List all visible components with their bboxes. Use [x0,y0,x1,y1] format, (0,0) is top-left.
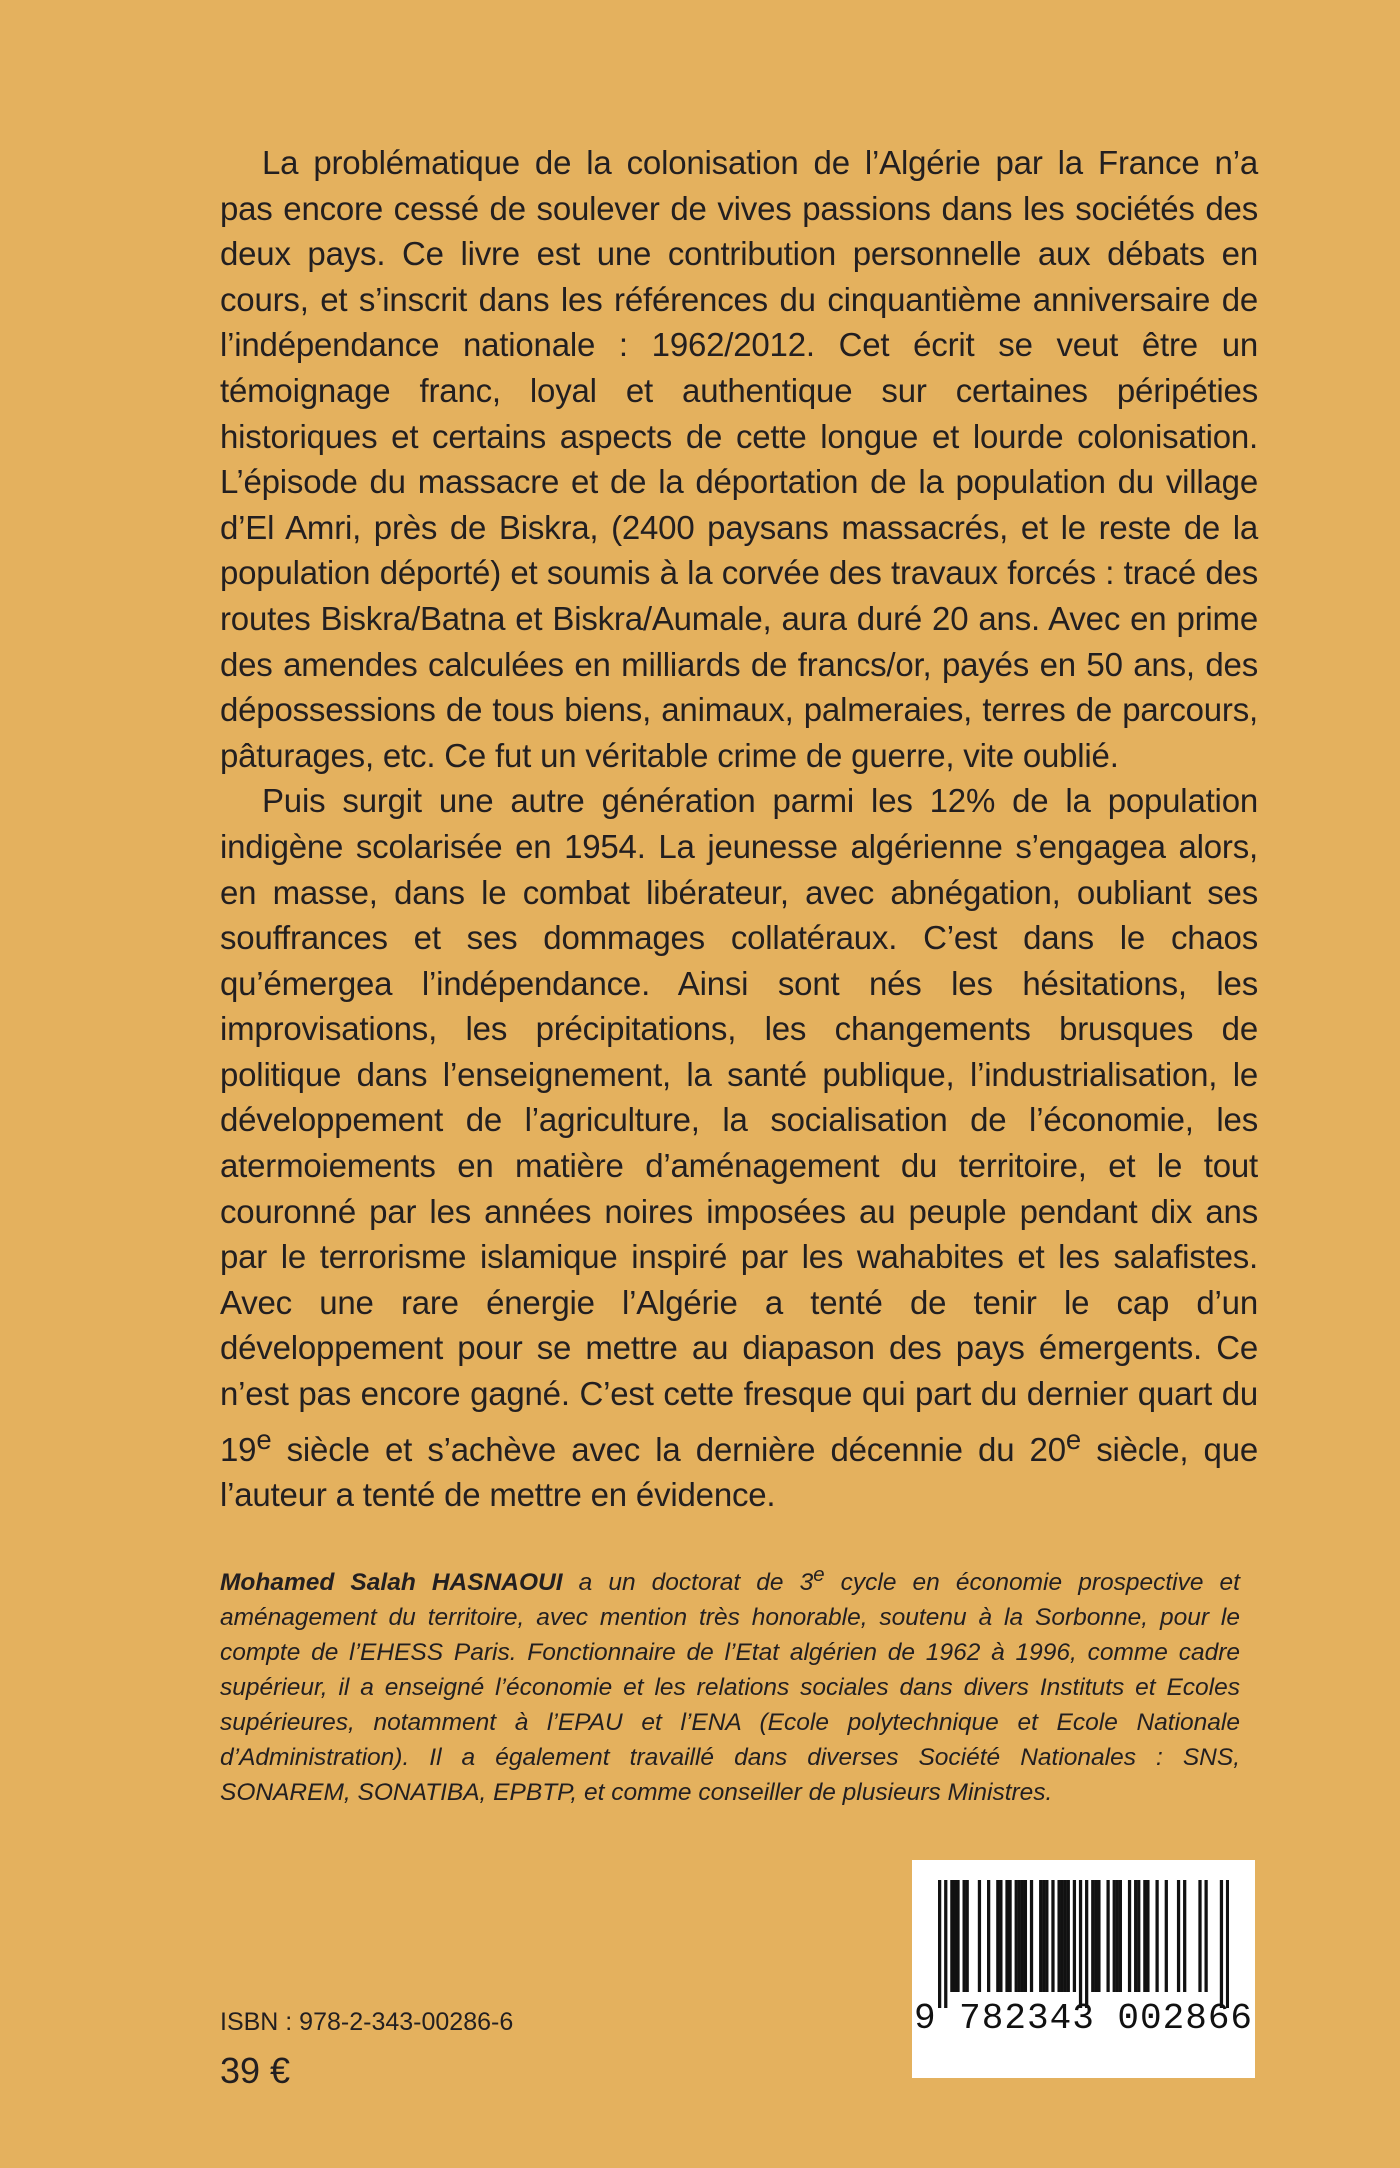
barcode-bar [1015,1880,1018,1992]
barcode-bar [1128,1880,1131,1992]
blurb-p2-part-c: siècle, que l’auteur a tenté de mettre en évidence. [220,1430,1258,1514]
barcode-bar [1116,1880,1119,1992]
barcode-bar [1106,1880,1109,1992]
barcode-bar [1024,1880,1027,1992]
barcode-bar [966,1880,969,1992]
blurb-paragraph-1: La problématique de la colonisation de l’Algérie par la France n’a pas encore cessé de soulever de vives passions dans les sociétés des deux pays. Ce livre est une contribution personnelle aux débats en cours, et s’inscrit dans les références du cinquantième anniversaire de l’indépendance nationale : 1962/2012. Cet écrit se veut être un témoignage franc, loyal et authentique sur certaines péripéties historiques et certains aspects de cette longue et lourde colonisation. L’épisode du massacre et de la déportation de la population du village d’El Amri, près de Biskra, (2400 paysans massacrés, et le reste de la population déporté) et soumis à la corvée des travaux forcés : tracé des routes Biskra/Batna et Biskra/Aumale, aura duré 20 ans. Avec en prime des amendes calculées en milliards de francs/or, payés en 50 ans, des dépossessions de tous biens, animaux, palmeraies, terres de parcours, pâturages, etc. Ce fut un véritable crime de guerre, vite oublié. [220,144,1258,774]
barcode-bar [987,1880,990,1992]
barcode-bar [1042,1880,1045,1992]
barcode-bar [1064,1880,1067,1992]
barcode-bar [1051,1880,1054,1992]
barcode-bar [953,1880,956,1992]
barcode-bar [1091,1880,1094,1992]
barcode-bar [1204,1880,1207,1992]
blurb-paragraph-2 [220,778,1258,1518]
barcode-bar [1134,1880,1137,1992]
barcode-bar [938,1880,941,2008]
barcode-bar [996,1880,999,1992]
barcode-bar [1155,1880,1158,1992]
barcode-bar [1097,1880,1100,1992]
barcode-bar [1220,1880,1223,2008]
blurb-p2-part-b: siècle et s’achève avec la dernière décennie du 20 [271,1430,1066,1468]
barcode-bar [1113,1880,1116,1992]
barcode-bar [944,1880,947,2008]
barcode-bar [1005,1880,1008,1992]
barcode-bar [1085,1880,1088,2008]
barcode-bar [1073,1880,1076,1992]
barcode-bar [1039,1880,1042,1992]
barcode-bar [1045,1880,1048,1992]
barcode-bar [999,1880,1002,1992]
barcode-bar [1226,1880,1229,2008]
blurb-p2-part-a: Puis surgit une autre génération parmi les 12% de la population indigène scolarisée en 1954. La jeunesse algérienne s’engagea alors, en masse, dans le combat libérateur, avec abnégation, oubliant ses souffrances et ses dommages collatéraux. C’est dans le chaos qu’émergea l’indépendance. Ainsi sont nés les hésitations, les improvisations, les précipitations, les changements brusques de politique dans l’enseignement, la santé publique, l’industrialisation, le développement de l’agriculture, la socialisation de l’économie, les atermoiements en matière d’aménagement du territoire, et le tout couronné par les années noires imposées au peuple pendant dix ans par le terrorisme islamique inspiré par les wahabites et les salafistes. Avec une rare énergie l’Algérie a tenté de tenir le cap d’un développement pour se mettre au diapason des pays émergents. Ce n’est pas encore gagné. C’est cette fresque qui part du dernier quart du 19 [220,782,1258,1468]
barcode-bar [1018,1880,1021,1992]
superscript-e: e [813,1564,825,1586]
barcode-bar [963,1880,966,1992]
barcode-bar [1177,1880,1180,1992]
barcode-bar [1183,1880,1186,1992]
barcode-bar [956,1880,959,1992]
barcode-bar [1008,1880,1011,1992]
barcode-bars-icon [938,1880,1229,2008]
barcode-bar [1165,1880,1168,1992]
barcode-bar [1198,1880,1201,1992]
barcode-bar [978,1880,981,1992]
barcode-bar [1057,1880,1060,1992]
superscript-e: e [256,1423,272,1455]
cover-blurb [220,140,1258,1518]
barcode-bar [1119,1880,1122,1992]
bio-text-b: cycle en économie prospective et aménagement du territoire, avec mention très honorable, soutenu à la Sorbonne, pour le compte de l’EHESS Paris. Fonctionnaire de l’Etat algérien de 1962 à 1996, comme cadre supérieur, il a enseigné l’économie et les relations sociales dans divers Instituts et Ecoles supérieures, notamment à l’EPAU et l’ENA (Ecole polytechnique et Ecole Nationale d’Administration). Il a également travaillé dans diverses Société Nationales : SNS, SONAREM, SONATIBA, EPBTP, et comme conseiller de plusieurs Ministres. [220,1569,1240,1807]
barcode-bar [1137,1880,1140,1992]
barcode-bar [1143,1880,1146,1992]
author-bio [220,1558,1240,1810]
author-name: Mohamed Salah HASNAOUI [220,1569,563,1597]
barcode-bar [1067,1880,1070,1992]
barcode-bar [1021,1880,1024,1992]
superscript-e: e [1065,1423,1081,1455]
barcode-bar [1061,1880,1064,1992]
barcode-bar [1146,1880,1149,1992]
bio-text-a: a un doctorat de 3 [562,1569,814,1597]
barcode [912,1860,1255,2078]
barcode-bar [950,1880,953,1992]
barcode-bar [1094,1880,1097,1992]
barcode-digits: 9 782343 002866 [913,1998,1254,2039]
price-label: 39 € [220,2050,291,2091]
barcode-bar [1030,1880,1033,1992]
isbn-label: ISBN : 978-2-343-00286-6 [220,2008,514,2036]
barcode-bar [1079,1880,1082,2008]
